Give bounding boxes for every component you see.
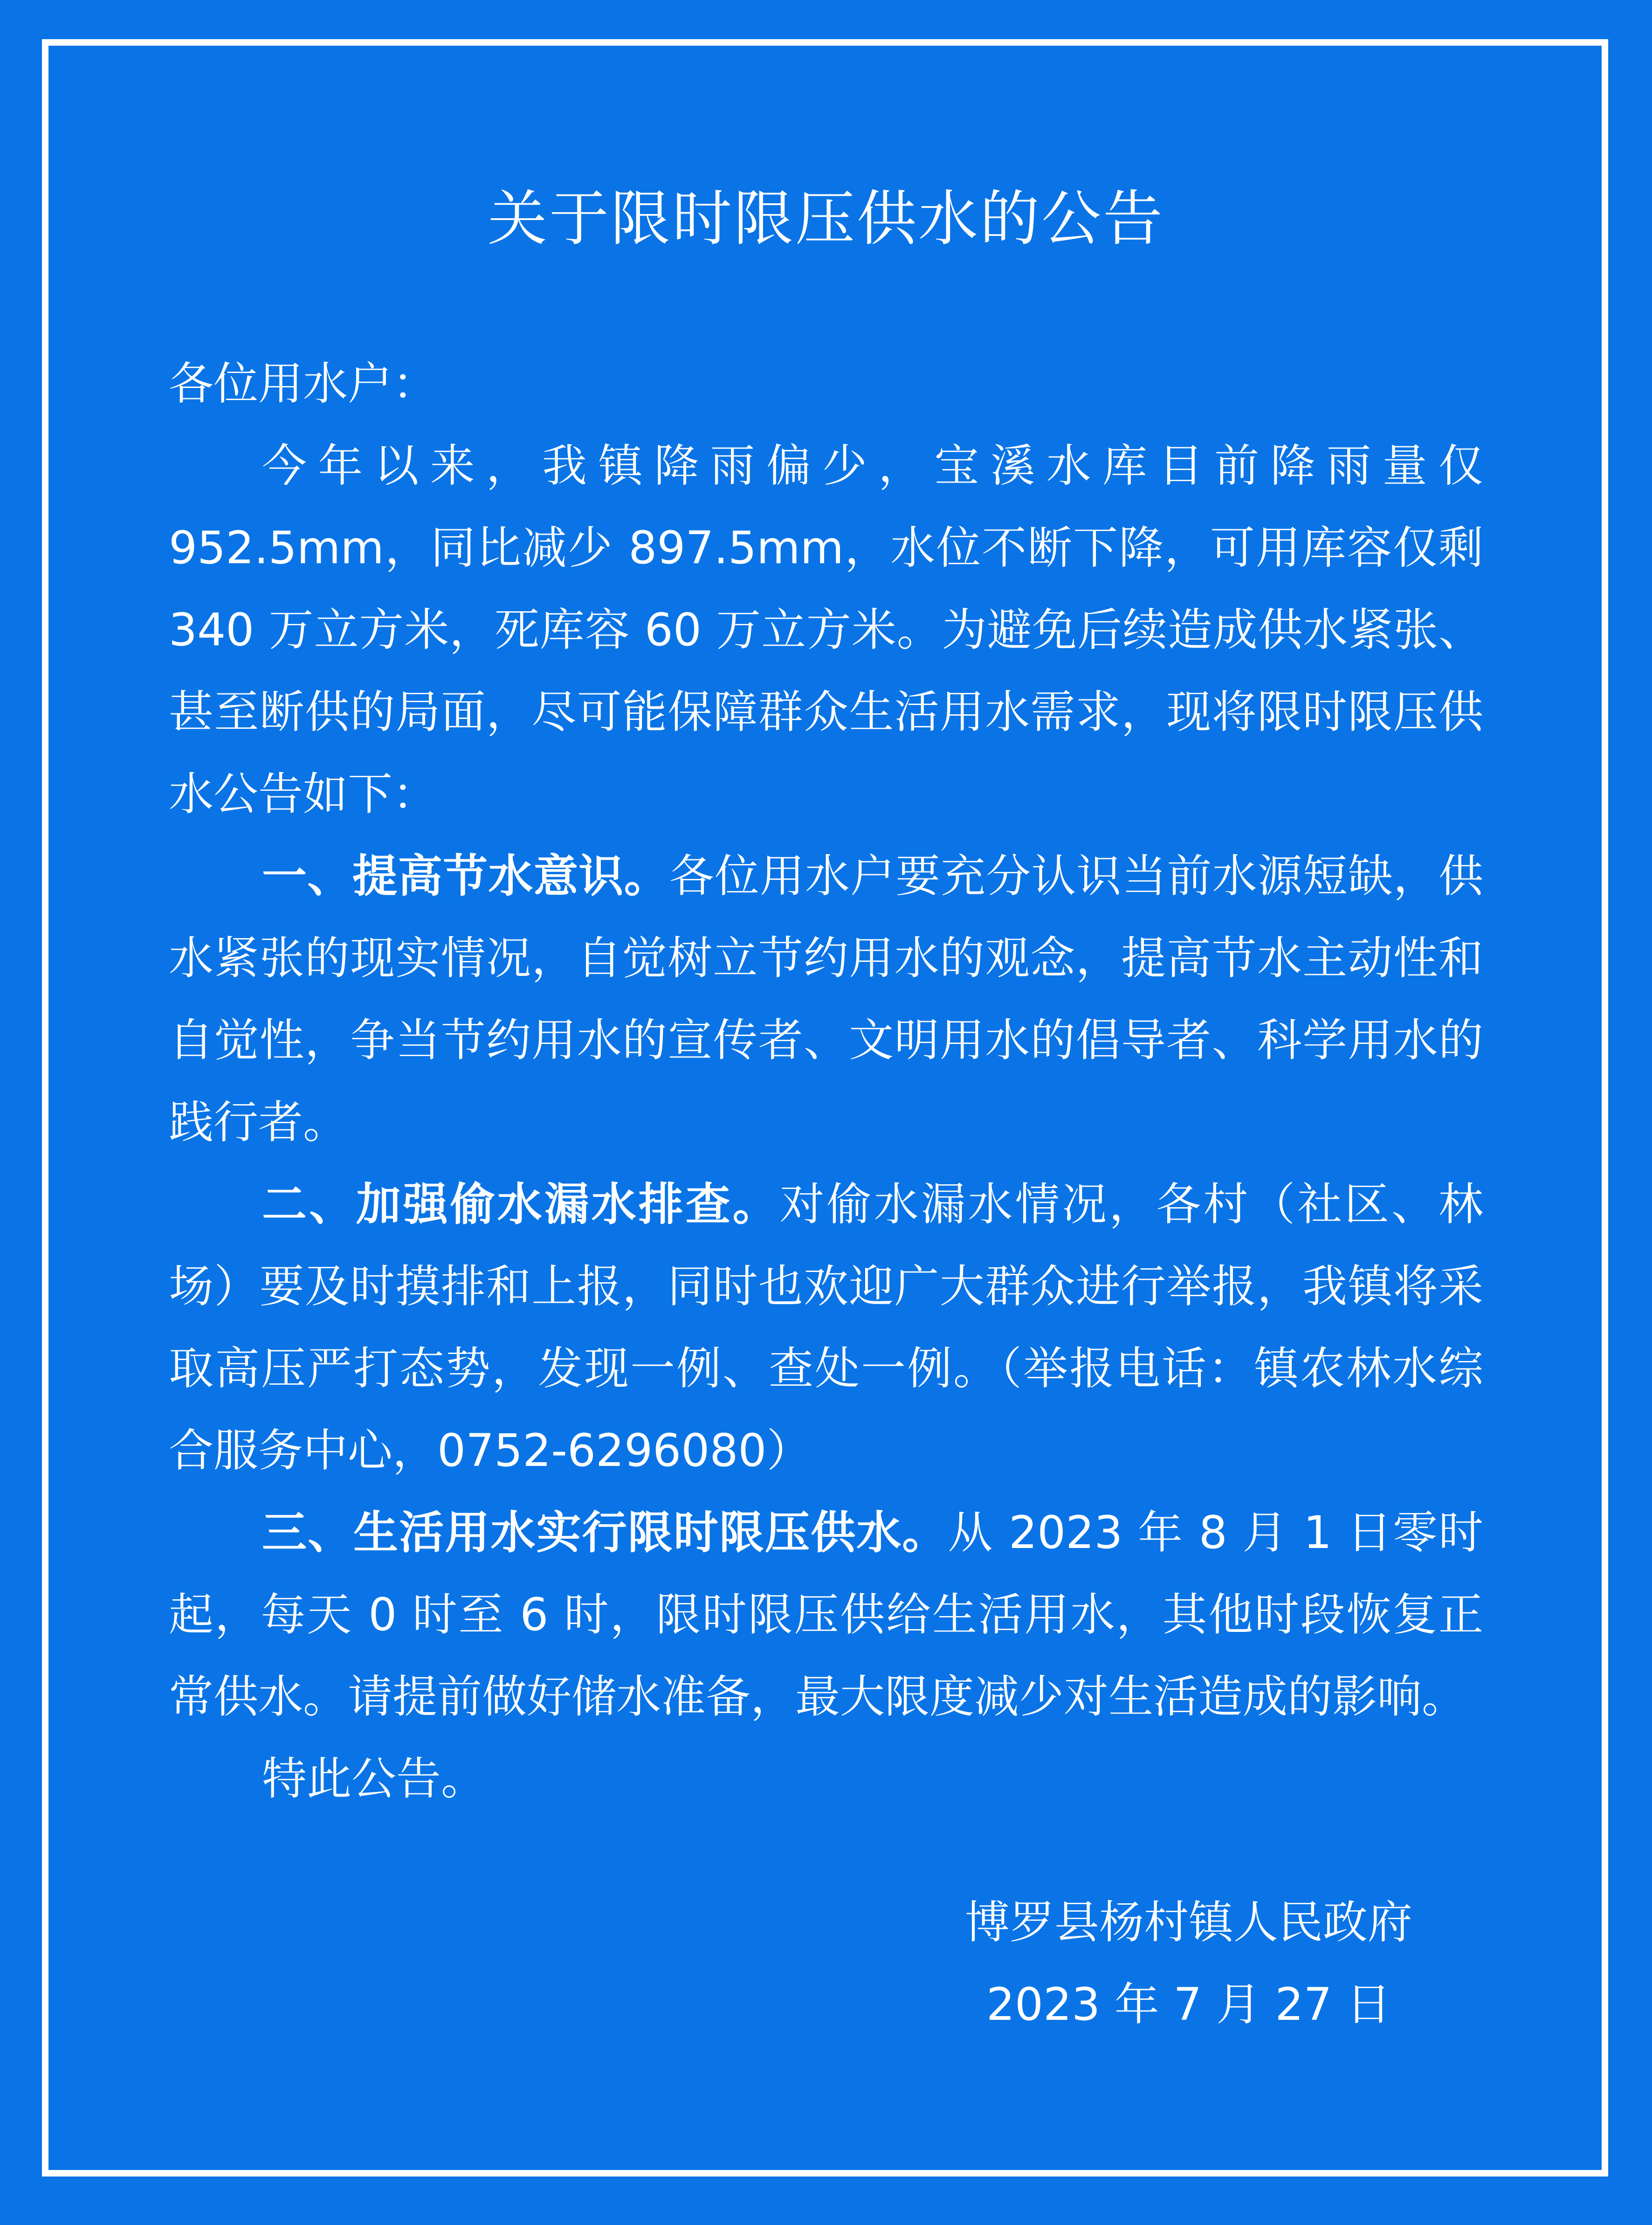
issue-date: 2023 年 7 月 27 日 xyxy=(986,1978,1391,2031)
notice-body xyxy=(169,343,1483,1820)
salutation: 各位用水户： xyxy=(169,358,437,410)
notice-title: 关于限时限压供水的公告 xyxy=(487,184,1164,254)
intro-paragraph: 今年以来，我镇降雨偏少，宝溪水库目前降雨量仅 952.5mm，同比减少 897.5mm，水位不断下降，可用库容仅剩 340 万立方米，死库容 60 万立方米。为避免后续造成供水紧张、甚至断供的局面，尽可能保障群众生活用水需求，现将限时限压供水公告如下： xyxy=(169,440,1483,820)
item-paragraph-1 xyxy=(169,835,1483,1163)
issuer-name: 博罗县杨村镇人民政府 xyxy=(965,1896,1412,1949)
item-heading-3: 三、生活用水实行限时限压供水。 xyxy=(262,1506,948,1559)
closing-line: 特此公告。 xyxy=(262,1753,486,1805)
item-text-2: 对偷水漏水情况，各村（社区、林场）要及时摸排和上报，同时也欢迎广大群众进行举报，我镇将采取高压严打态势，发现一例、查处一例。（举报电话：镇农林水综合服务中心，0752-6296080） xyxy=(169,1178,1484,1477)
item-text-3: 从 2023 年 8 月 1 日零时起，每天 0 时至 6 时，限时限压供给生活用水，其他时段恢复正常供水。请提前做好储水准备，最大限度减少对生活造成的影响。 xyxy=(169,1506,1483,1723)
signature-block xyxy=(886,1881,1492,2045)
item-paragraph-2 xyxy=(169,1163,1483,1492)
item-text-1: 各位用水户要充分认识当前水源短缺，供水紧张的现实情况，自觉树立节约用水的观念，提高节水主动性和自觉性，争当节约用水的宣传者、文明用水的倡导者、科学用水的践行者。 xyxy=(169,850,1484,1148)
item-heading-2: 二、加强偷水漏水排查。 xyxy=(262,1178,780,1230)
item-heading-1: 一、提高节水意识。 xyxy=(262,850,669,902)
item-paragraph-3 xyxy=(169,1492,1483,1738)
